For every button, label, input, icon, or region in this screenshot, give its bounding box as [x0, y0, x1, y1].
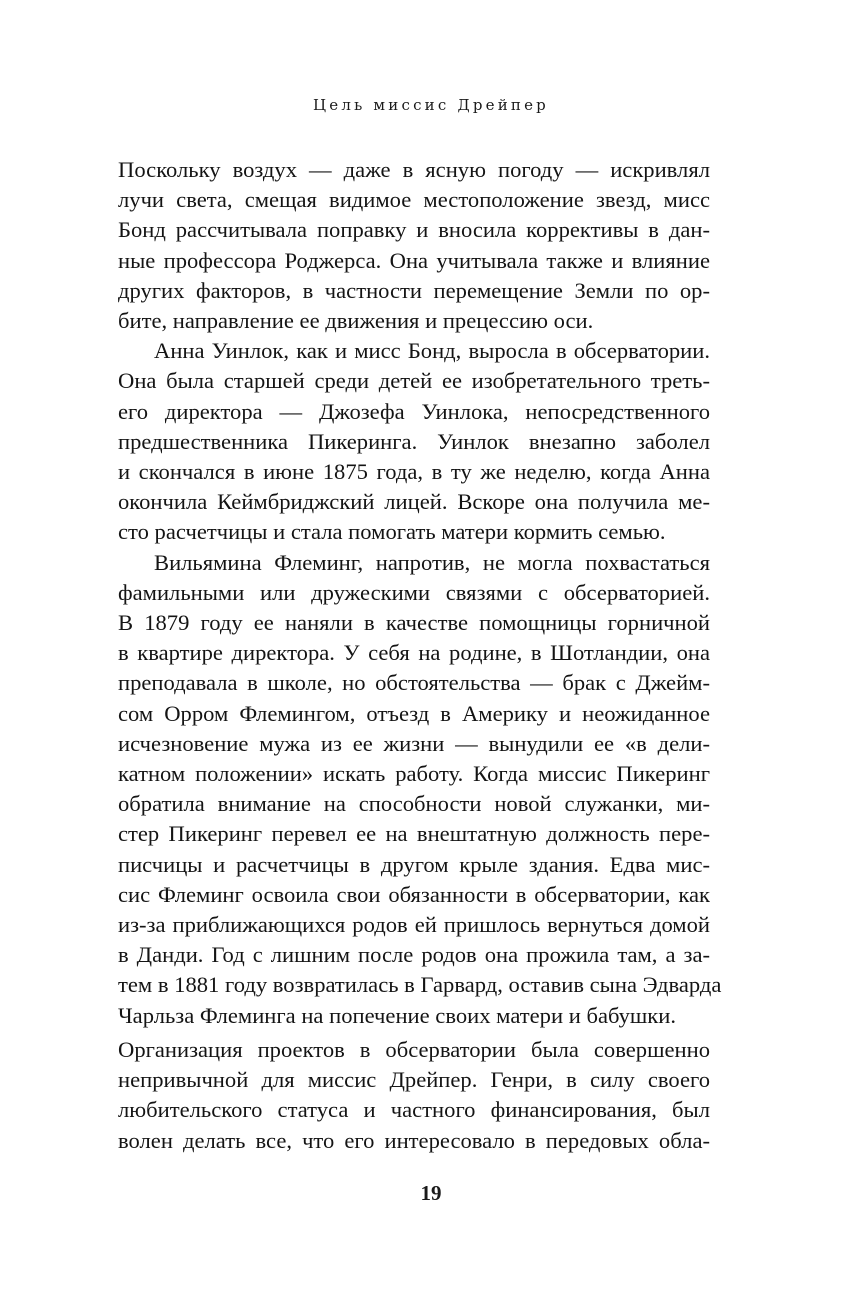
page-number: 19	[420, 1181, 442, 1205]
text-line: любительского статуса и частного финансирования, был	[118, 1097, 710, 1123]
text-line: тем в 1881 году возвратилась в Гарвард, оставив сына Эдварда	[118, 972, 722, 998]
text-line: Организация проектов в обсерватории была совершенно	[118, 1037, 710, 1062]
text-line: фамильными или дружескими связями с обсерваторией.	[118, 579, 710, 605]
text-line: стер Пикеринг перевел ее на внештатную должность пере-	[118, 821, 710, 847]
text-line: ные профессора Роджерса. Она учитывала также и влияние	[118, 247, 710, 273]
paragraph-4	[118, 1035, 710, 1156]
text-line: его директора — Джозефа Уинлока, непосредственного	[118, 398, 710, 424]
text-line: Бонд рассчитывала поправку и вносила коррективы в дан-	[118, 217, 710, 243]
text-line: волен делать все, что его интересовало в передовых обла-	[118, 1127, 710, 1153]
text-line: окончила Кеймбриджский лицей. Вскоре она получила ме-	[118, 489, 710, 515]
text-line: обратила внимание на способности новой служанки, ми-	[118, 791, 710, 817]
paragraph-3	[118, 548, 722, 1031]
paragraph-2	[118, 336, 710, 547]
text-line: лучи света, смещая видимое местоположение звезд, мисс	[118, 187, 710, 213]
text-line: Анна Уинлок, как и мисс Бонд, выросла в обсерватории.	[154, 338, 710, 364]
text-line: Она была старшей среди детей ее изобретательного треть-	[118, 368, 710, 394]
text-line: Вильямина Флеминг, напротив, не могла похвастаться	[154, 549, 710, 575]
text-line: сто расчетчицы и стала помогать матери кормить семью.	[118, 519, 666, 545]
paragraph-1	[118, 155, 710, 336]
text-line: писчицы и расчетчицы в другом крыле здания. Едва мис-	[118, 851, 710, 877]
text-line: В 1879 году ее наняли в качестве помощницы горничной	[118, 610, 710, 636]
text-line: предшественника Пикеринга. Уинлок внезапно заболел	[118, 428, 710, 454]
text-line: других факторов, в частности перемещение Земли по ор-	[118, 277, 710, 303]
text-line: в Данди. Год с лишним после родов она прожила там, а за-	[118, 942, 710, 968]
text-line: бите, направление ее движения и прецессию оси.	[118, 308, 594, 334]
text-line: Чарльза Флеминга на попечение своих матери и бабушки.	[118, 1002, 677, 1028]
text-line: непривычной для миссис Дрейпер. Генри, в силу своего	[118, 1067, 710, 1093]
text-line: из-за приближающихся родов ей пришлось вернуться домой	[118, 912, 710, 938]
text-line: преподавала в школе, но обстоятельства — брак с Джейм-	[118, 670, 710, 696]
running-head: Цель миссис Дрейпер	[312, 96, 549, 114]
text-line: в квартире директора. У себя на родине, в Шотландии, она	[118, 640, 710, 666]
text-line: исчезновение мужа из ее жизни — вынудили ее «в дели-	[118, 730, 710, 756]
text-line: Поскольку воздух — даже в ясную погоду — искривлял	[118, 157, 710, 182]
text-line: и скончался в июне 1875 года, в ту же неделю, когда Анна	[118, 459, 710, 485]
text-block-top	[118, 155, 722, 1031]
text-line: сис Флеминг освоила свои обязанности в обсерватории, как	[118, 881, 710, 907]
text-line: катном положении» искать работу. Когда миссис Пикеринг	[118, 761, 710, 787]
text-block-bottom	[118, 1035, 710, 1156]
text-line: сом Орром Флемингом, отъезд в Америку и неожиданное	[118, 700, 710, 726]
